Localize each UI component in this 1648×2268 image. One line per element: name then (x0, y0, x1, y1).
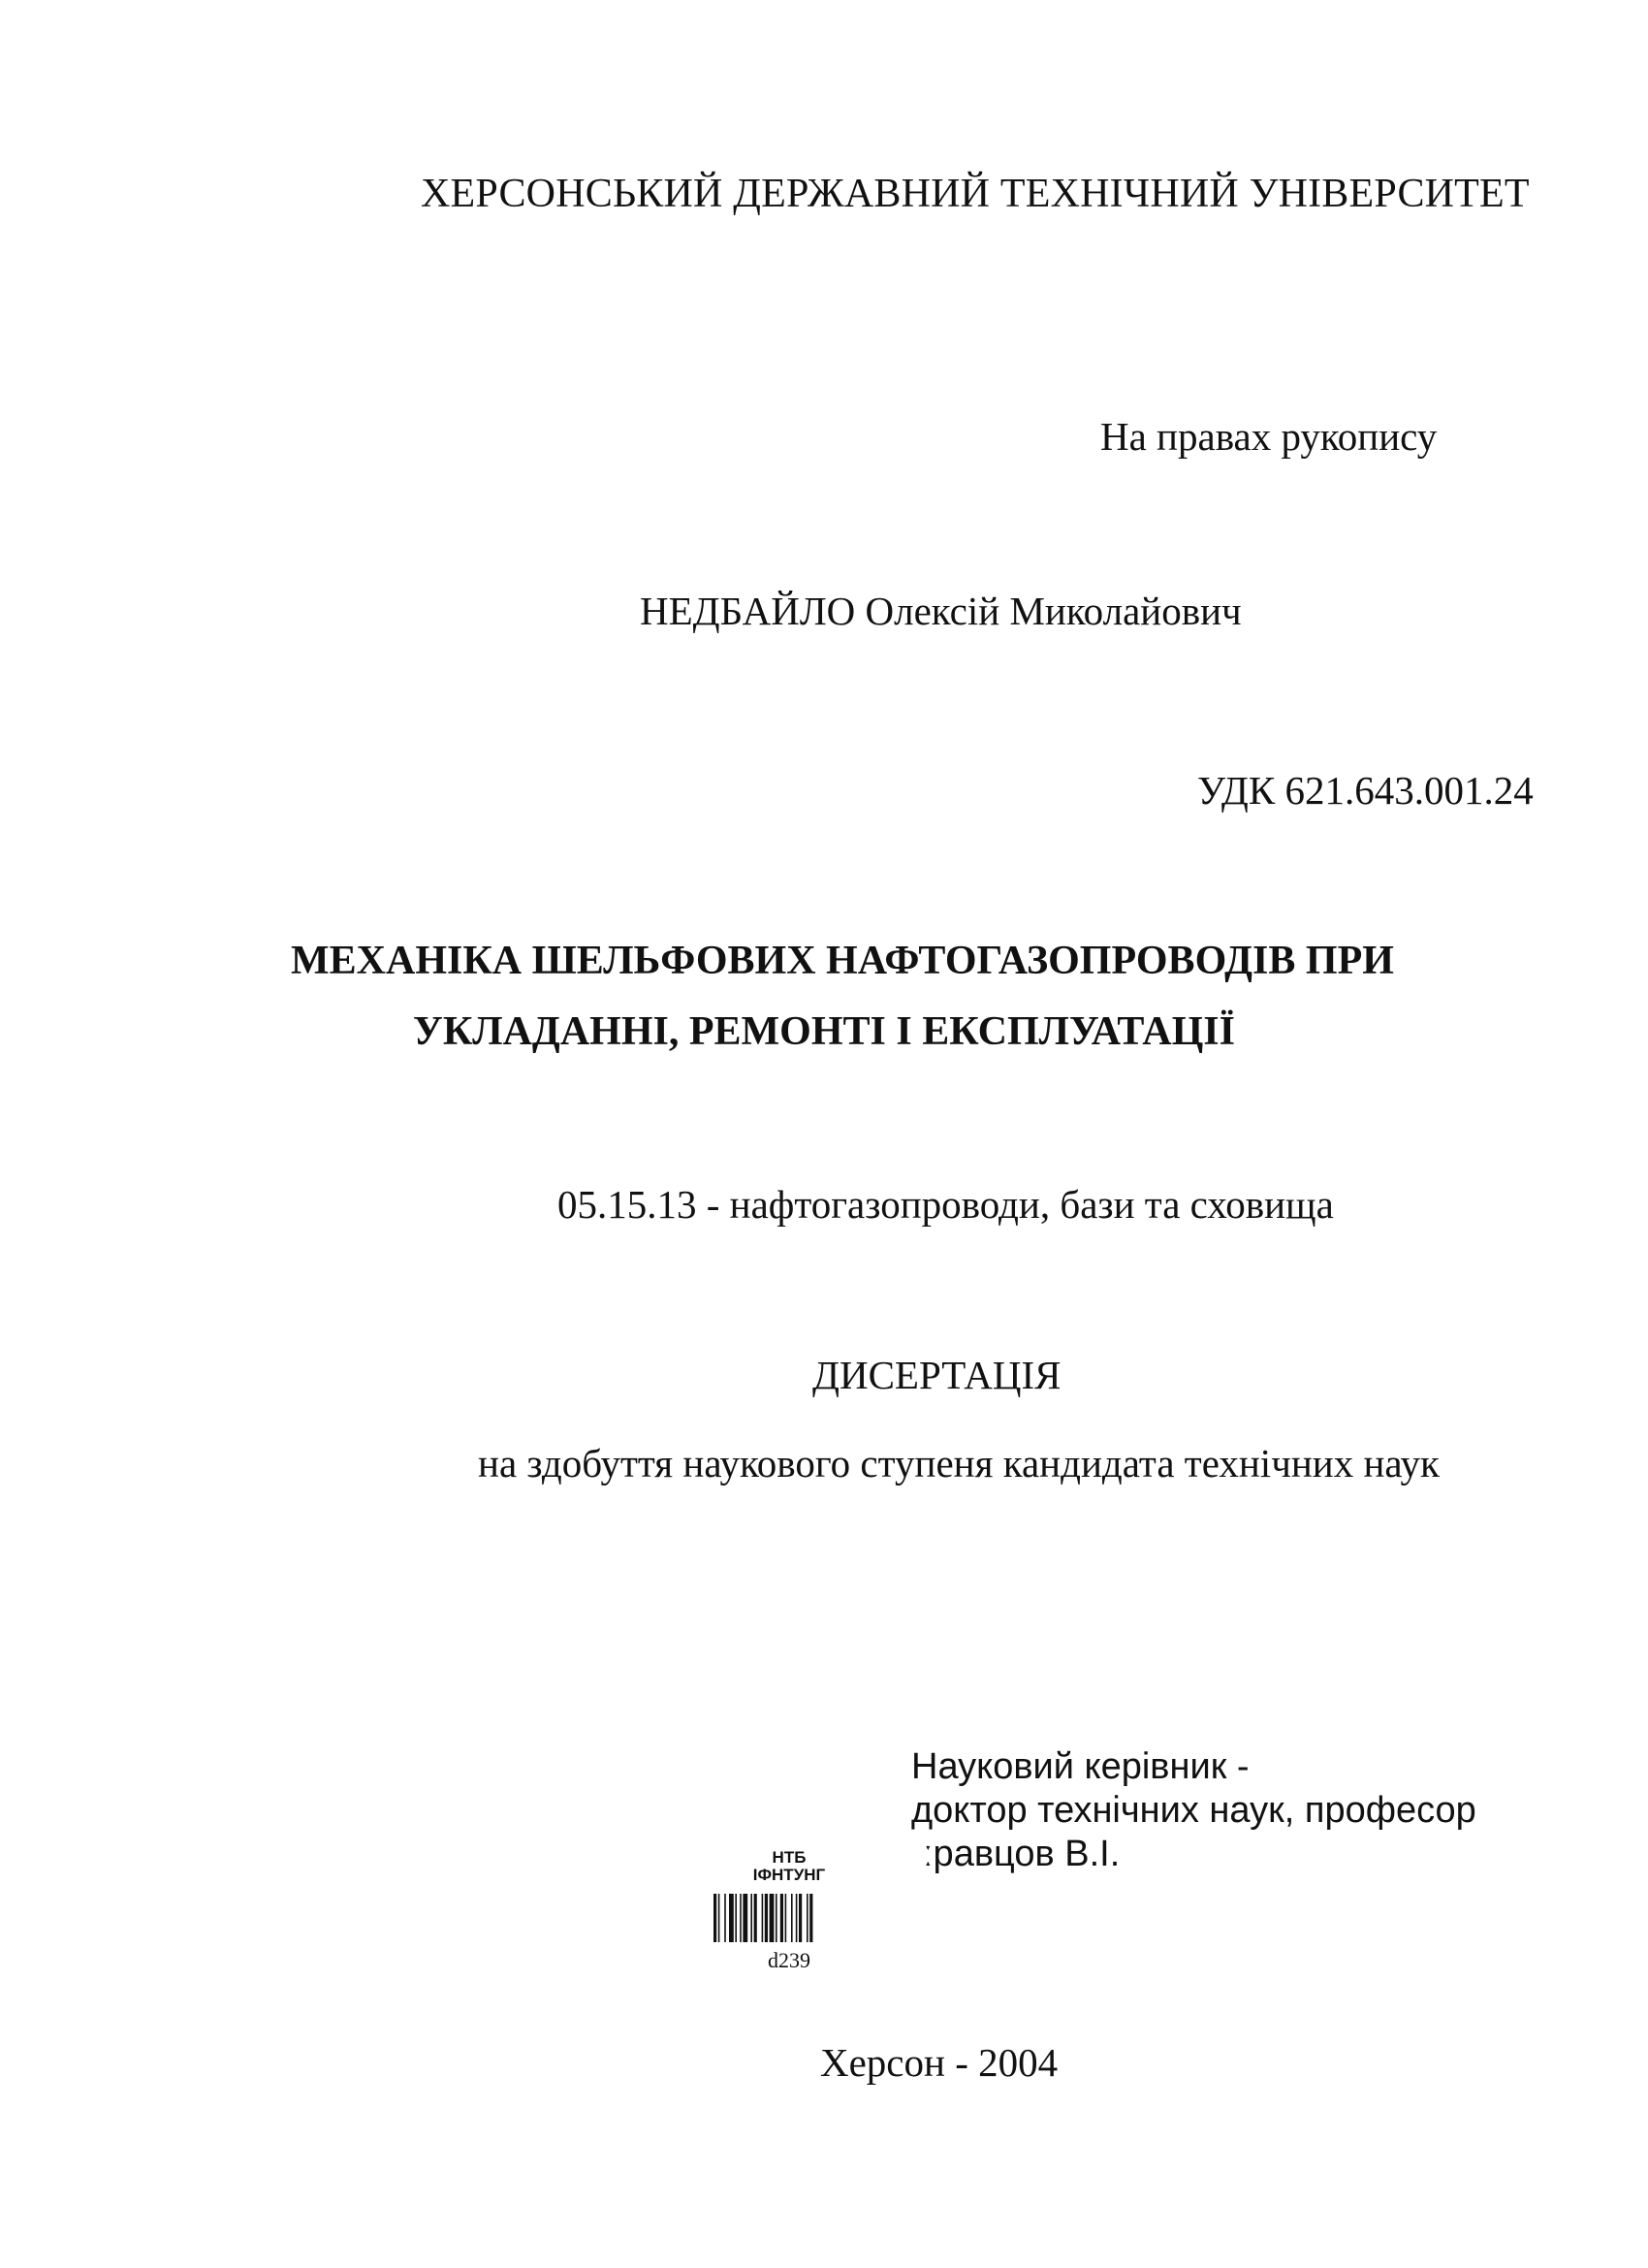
degree-statement: на здобуття наукового ступеня кандидата технічних наук (478, 1441, 1440, 1485)
supervisor-name: ːравцов В.І. (923, 1834, 1121, 1874)
dissertation-title-line-1: МЕХАНІКА ШЕЛЬФОВИХ НАФТОГАЗОПРОВОДІВ ПРИ (291, 939, 1394, 983)
barcode-icon (712, 1894, 867, 1942)
document-type: ДИСЕРТАЦІЯ (812, 1353, 1062, 1397)
library-name: НТБ (772, 1848, 807, 1867)
barcode-bar (780, 1894, 783, 1942)
city-year: Херсон - 2004 (820, 2040, 1059, 2085)
barcode-bar (776, 1894, 777, 1942)
barcode-bar (809, 1894, 812, 1942)
barcode-bar (735, 1894, 737, 1942)
manuscript-rights-note: На правах рукопису (1100, 414, 1438, 459)
barcode-bar (740, 1894, 742, 1942)
barcode-bar (765, 1894, 768, 1942)
barcode-bar (743, 1894, 747, 1942)
dissertation-title-line-2: УКЛАДАННІ, РЕМОНТІ І ЕКСПЛУАТАЦІЇ (413, 1009, 1235, 1054)
barcode-bar (762, 1894, 764, 1942)
specialty-code: 05.15.13 - нафтогазопроводи, бази та сховища (557, 1182, 1334, 1227)
barcode-bar (791, 1894, 793, 1942)
library-stamp (706, 1849, 872, 1973)
supervisor-block (911, 1745, 1476, 1876)
barcode-bar (724, 1894, 726, 1942)
barcode-bar (754, 1894, 757, 1942)
library-code: d239 (768, 1948, 810, 1972)
author-name: НЕДБАЙЛО Олексій Миколайович (640, 589, 1242, 633)
barcode-bar (785, 1894, 787, 1942)
udc-code: УДК 621.643.001.24 (1197, 768, 1534, 813)
university-name: ХЕРСОНСЬКИЙ ДЕРЖАВНИЙ ТЕХНІЧНИЙ УНІВЕРСИТЕТ (421, 172, 1530, 216)
supervisor-role: Науковий керівник - (911, 1746, 1250, 1787)
supervisor-title: доктор технічних наук, професор (911, 1790, 1476, 1831)
barcode-bar (799, 1894, 802, 1942)
barcode-bar (796, 1894, 798, 1942)
barcode-bar (729, 1894, 734, 1942)
barcode-bar (770, 1894, 775, 1942)
barcode-bar (713, 1894, 716, 1942)
library-organization: ІФНТУНГ (752, 1866, 826, 1884)
barcode-bar (718, 1894, 720, 1942)
barcode-bar (750, 1894, 752, 1942)
barcode-bar (807, 1894, 808, 1942)
